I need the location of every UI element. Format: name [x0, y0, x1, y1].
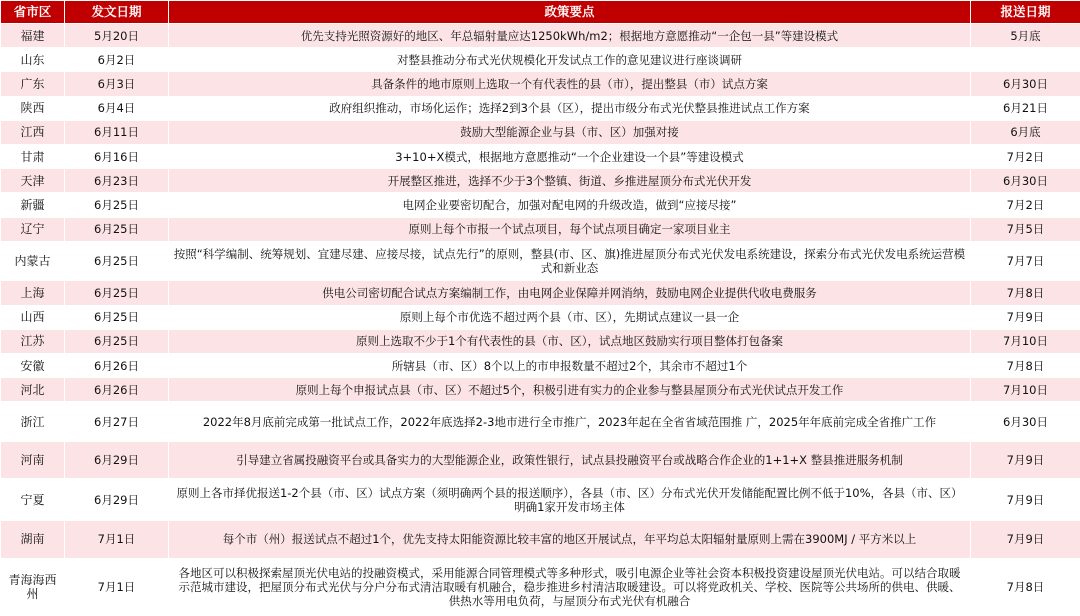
- cell-submit-date: 7月9日: [971, 305, 1080, 329]
- cell-issue-date: 5月20日: [65, 24, 169, 48]
- table-row: [1, 305, 1080, 329]
- cell-submit-date: 5月底: [971, 24, 1080, 48]
- cell-province: 河南: [1, 442, 65, 479]
- cell-province: 福建: [1, 24, 65, 48]
- cell-points: 供电公司密切配合试点方案编制工作，由电网企业保障并网消纳，鼓励电网企业提供代收电费服务: [169, 281, 971, 305]
- cell-province: 天津: [1, 169, 65, 193]
- cell-issue-date: 6月25日: [65, 193, 169, 217]
- cell-points: 鼓励大型能源企业与县（市、区）加强对接: [169, 120, 971, 144]
- cell-points: 原则上每个市报一个试点项目，每个试点项目确定一家项目业主: [169, 217, 971, 241]
- cell-province: 安徽: [1, 354, 65, 378]
- cell-submit-date: 7月8日: [971, 558, 1080, 615]
- cell-issue-date: 6月23日: [65, 169, 169, 193]
- cell-province: 陕西: [1, 96, 65, 120]
- header-issue-date: 发文日期: [65, 1, 169, 24]
- header-key-points: 政策要点: [169, 1, 971, 24]
- cell-province: 湖南: [1, 521, 65, 558]
- table-row: [1, 442, 1080, 479]
- cell-issue-date: 7月1日: [65, 521, 169, 558]
- table-row: [1, 193, 1080, 217]
- cell-issue-date: 6月11日: [65, 120, 169, 144]
- cell-province: 青海海西州: [1, 558, 65, 615]
- cell-points: 原则上每个申报试点县（市、区）不超过5个，积极引进有实力的企业参与整县屋顶分布式光伏试点开发工作: [169, 378, 971, 402]
- header-submit-date: 报送日期: [971, 1, 1080, 24]
- cell-province: 宁夏: [1, 479, 65, 521]
- table-row: [1, 281, 1080, 305]
- cell-submit-date: 7月7日: [971, 241, 1080, 281]
- cell-points: 具备条件的地市原则上选取一个有代表性的县（市），提出整县（市）试点方案: [169, 72, 971, 96]
- table-row: [1, 169, 1080, 193]
- cell-points: 对整县推动分布式光伏规模化开发试点工作的意见建议进行座谈调研: [169, 48, 971, 72]
- cell-points: 每个市（州）报送试点不超过1个，优先支持太阳能资源比较丰富的地区开展试点，年平均总太阳辐射量原则上需在3900MJ / 平方米以上: [169, 521, 971, 558]
- cell-issue-date: 6月25日: [65, 329, 169, 353]
- cell-issue-date: 6月26日: [65, 354, 169, 378]
- table-row: [1, 120, 1080, 144]
- table-header-row: [1, 1, 1080, 24]
- cell-submit-date: 6月底: [971, 120, 1080, 144]
- cell-province: 江西: [1, 120, 65, 144]
- cell-issue-date: 6月25日: [65, 281, 169, 305]
- cell-submit-date: 7月2日: [971, 145, 1080, 169]
- cell-province: 山西: [1, 305, 65, 329]
- cell-submit-date: 7月9日: [971, 479, 1080, 521]
- cell-submit-date: 7月5日: [971, 217, 1080, 241]
- table-row: [1, 48, 1080, 72]
- cell-submit-date: 6月30日: [971, 169, 1080, 193]
- cell-points: 原则上每个市优选不超过两个县（市、区），先期试点建议一县一企: [169, 305, 971, 329]
- table-row: [1, 241, 1080, 281]
- cell-points: 原则上选取不少于1个有代表性的县（市、区），试点地区鼓励实行项目整体打包备案: [169, 329, 971, 353]
- cell-points: 各地区可以积极探索屋顶光伏电站的投融资模式，采用能源合同管理模式等多种形式，吸引电源企业等社会资本积极投资建设屋顶光伏电站。可以结合取暖示范城市建设，把屋顶分布式光伏与分户分布式清洁取暖有机融合，稳步推进乡村清洁取暖建设。可以将党政机关、学校、医院等公共场所的供电、供暖、供热水等用电负荷，与屋顶分布式光伏有机融合: [169, 558, 971, 615]
- cell-issue-date: 6月3日: [65, 72, 169, 96]
- table-row: [1, 354, 1080, 378]
- cell-submit-date: 7月2日: [971, 193, 1080, 217]
- table-row: [1, 558, 1080, 615]
- cell-issue-date: 7月1日: [65, 558, 169, 615]
- cell-points: 原则上各市择优报送1-2个县（市、区）试点方案（须明确两个县的报送顺序），各县（市、区）分布式光伏开发储能配置比例不低于10%，各县（市、区）明确1家开发市场主体: [169, 479, 971, 521]
- cell-issue-date: 6月25日: [65, 241, 169, 281]
- table-row: [1, 24, 1080, 48]
- cell-province: 广东: [1, 72, 65, 96]
- cell-province: 上海: [1, 281, 65, 305]
- cell-points: 引导建立省属投融资平台或具备实力的大型能源企业，政策性银行，试点县投融资平台或战略合作企业的1+1+X 整县推进服务机制: [169, 442, 971, 479]
- cell-issue-date: 6月29日: [65, 479, 169, 521]
- cell-submit-date: 7月9日: [971, 521, 1080, 558]
- cell-submit-date: [971, 48, 1080, 72]
- cell-province: 内蒙古: [1, 241, 65, 281]
- cell-points: 所辖县（市、区）8个以上的市申报数量不超过2个，其余市不超过1个: [169, 354, 971, 378]
- table-row: [1, 378, 1080, 402]
- table-row: [1, 217, 1080, 241]
- cell-issue-date: 6月16日: [65, 145, 169, 169]
- table-row: [1, 145, 1080, 169]
- table-body: [1, 24, 1080, 616]
- cell-issue-date: 6月2日: [65, 48, 169, 72]
- cell-submit-date: 7月10日: [971, 378, 1080, 402]
- table-row: [1, 329, 1080, 353]
- cell-province: 甘肃: [1, 145, 65, 169]
- cell-points: 优先支持光照资源好的地区、年总辐射量应达1250kWh/m2；根据地方意愿推动“一企包一县”等建设模式: [169, 24, 971, 48]
- cell-province: 江苏: [1, 329, 65, 353]
- table-row: [1, 96, 1080, 120]
- cell-points: 3+10+X模式，根据地方意愿推动“一个企业建设一个县”等建设模式: [169, 145, 971, 169]
- cell-issue-date: 6月25日: [65, 217, 169, 241]
- cell-issue-date: 6月29日: [65, 442, 169, 479]
- cell-issue-date: 6月26日: [65, 378, 169, 402]
- cell-province: 山东: [1, 48, 65, 72]
- cell-issue-date: 6月4日: [65, 96, 169, 120]
- cell-province: 辽宁: [1, 217, 65, 241]
- cell-province: 浙江: [1, 402, 65, 442]
- header-province: 省市区: [1, 1, 65, 24]
- cell-submit-date: 6月30日: [971, 72, 1080, 96]
- cell-submit-date: 6月21日: [971, 96, 1080, 120]
- cell-submit-date: 6月30日: [971, 402, 1080, 442]
- table-row: [1, 72, 1080, 96]
- table-row: [1, 521, 1080, 558]
- table-row: [1, 402, 1080, 442]
- cell-issue-date: 6月25日: [65, 305, 169, 329]
- cell-province: 河北: [1, 378, 65, 402]
- cell-points: 电网企业要密切配合，加强对配电网的升级改造，做到“应接尽接”: [169, 193, 971, 217]
- cell-submit-date: 7月8日: [971, 281, 1080, 305]
- cell-points: 开展整区推进，选择不少于3个整镇、街道、乡推进屋顶分布式光伏开发: [169, 169, 971, 193]
- cell-points: 按照“科学编制、统筹规划、宜建尽建、应接尽接，试点先行”的原则，整县(市、区、旗)推进屋顶分布式光伏发电系统建设，探索分布式光伏发电系统运营模式和新业态: [169, 241, 971, 281]
- cell-points: 2022年8月底前完成第一批试点工作，2022年底选择2-3地市进行全市推广，2023年起在全省省域范围推 广，2025年年底前完成全省推广工作: [169, 402, 971, 442]
- cell-points: 政府组织推动，市场化运作；选择2到3个县（区），提出市级分布式光伏整县推进试点工作方案: [169, 96, 971, 120]
- cell-issue-date: 6月27日: [65, 402, 169, 442]
- table-row: [1, 479, 1080, 521]
- cell-submit-date: 7月8日: [971, 354, 1080, 378]
- cell-submit-date: 7月9日: [971, 442, 1080, 479]
- cell-submit-date: 7月10日: [971, 329, 1080, 353]
- cell-province: 新疆: [1, 193, 65, 217]
